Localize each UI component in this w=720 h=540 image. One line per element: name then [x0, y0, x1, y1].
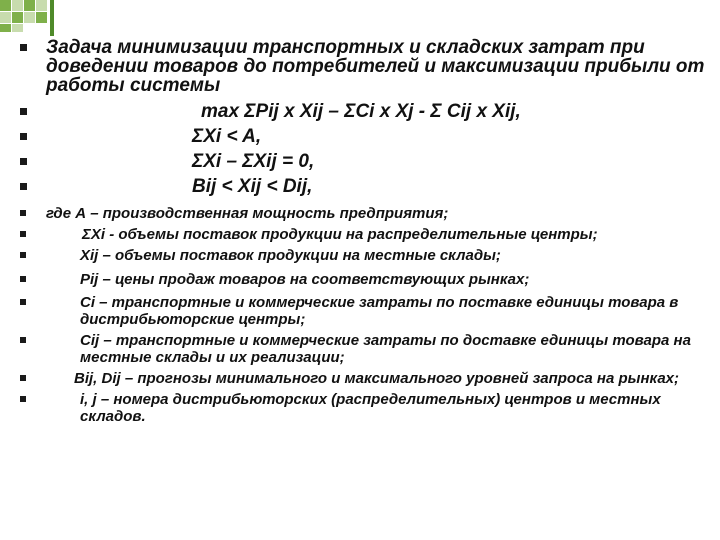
square-bullet-icon: [20, 276, 26, 282]
formula-capacity: ΣXi < A,: [192, 126, 262, 147]
list-item-definition: [20, 294, 710, 328]
square-bullet-icon: [20, 252, 26, 258]
list-item-heading: [20, 38, 710, 95]
square-bullet-icon: [20, 231, 26, 237]
definition-text: Pij – цены продаж товаров на соответствующих рынках;: [80, 271, 530, 288]
square-bullet-icon: [20, 337, 26, 343]
heading-text: Задача минимизации транспортных и складских затрат при доведении товаров до потребителей и максимизации прибыли от работы системы: [46, 37, 705, 96]
definition-text: Ci – транспортные и коммерческие затраты по поставке единицы товара в дистрибьюторские центры;: [80, 294, 679, 328]
list-item-definition: [20, 205, 710, 222]
list-item-definition: [20, 332, 710, 366]
square-bullet-icon: [20, 44, 27, 51]
list-item-formula: [20, 149, 710, 174]
list-item-formula: [20, 124, 710, 149]
definition-text: i, j – номера дистрибьюторских (распределительных) центров и местных складов.: [80, 391, 661, 425]
formula-bounds: Bij < Xij < Dij,: [192, 176, 313, 197]
accent-bar: [50, 0, 54, 36]
definition-text: где А – производственная мощность предприятия;: [46, 205, 449, 222]
formula-balance: ΣXi – ΣXij = 0,: [192, 151, 315, 172]
square-bullet-icon: [20, 183, 27, 190]
list-item-definition: [20, 370, 710, 387]
list-item-formula: [20, 174, 710, 199]
definition-text: Xij – объемы поставок продукции на местные склады;: [80, 247, 501, 264]
list-item-definition: [20, 271, 710, 288]
definition-text: ΣXi - объемы поставок продукции на распределительные центры;: [82, 226, 598, 243]
corner-checker-decoration: [0, 0, 80, 34]
list-item-definition: [20, 247, 710, 264]
definition-text: Bij, Dij – прогнозы минимального и максимального уровней запроса на рынках;: [74, 370, 680, 387]
square-bullet-icon: [20, 133, 27, 140]
definition-text: Cij – транспортные и коммерческие затраты по доставке единицы товара на местные склады и их реализации;: [80, 332, 691, 366]
list-item-definition: [20, 391, 710, 425]
square-bullet-icon: [20, 396, 26, 402]
list-item-formula: [20, 99, 710, 124]
formula-objective: max ΣPij x Xij – ΣCi x Xj - Σ Cij x Xij,: [201, 101, 521, 122]
slide-body: [20, 38, 710, 425]
square-bullet-icon: [20, 158, 27, 165]
square-bullet-icon: [20, 210, 26, 216]
square-bullet-icon: [20, 375, 26, 381]
square-bullet-icon: [20, 108, 27, 115]
list-item-definition: [20, 226, 710, 243]
square-bullet-icon: [20, 299, 26, 305]
